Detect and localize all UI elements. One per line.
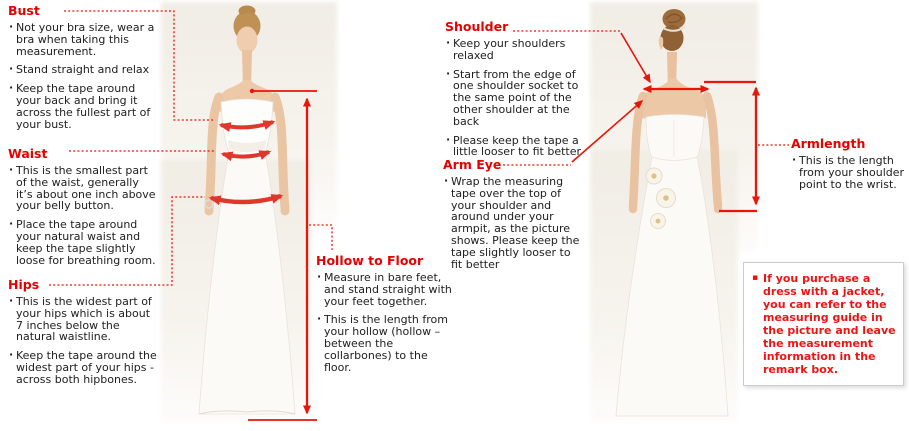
hollow-to-floor-bullet: · Measure in bare feet, and stand straight with your feet together. — [316, 272, 458, 307]
shoulder-bullet: · Keep your shoulders relaxed — [445, 38, 587, 62]
note-body: If you purchase a dress with a jacket, you can refer to the measuring guide in the picture and leave the measurement information in the remark box. — [763, 272, 896, 376]
arm-eye-instructions — [443, 176, 583, 270]
shoulder-bullet: · Please keep the tape a little looser to fit better — [445, 135, 587, 159]
hips-title: Hips — [8, 277, 40, 292]
face — [237, 27, 258, 54]
arm-eye-bullet: · Wrap the measuring tape over the top of your shoulder and around under your armpit, as the picture shows. Please keep the tape slightly looser to fit better — [443, 176, 583, 270]
hips-instructions — [8, 296, 160, 386]
armlength-title: Armlength — [791, 136, 866, 151]
section-hips — [8, 277, 160, 393]
shoulder-instructions — [445, 38, 587, 158]
shoulder-title: Shoulder — [445, 19, 509, 34]
section-armlength — [791, 136, 907, 197]
section-hollow-to-floor — [316, 253, 458, 380]
dress-bodice — [646, 115, 704, 162]
hollow-to-floor-title: Hollow to Floor — [316, 253, 424, 268]
waist-instructions — [8, 165, 158, 266]
section-shoulder — [445, 19, 587, 165]
note-text — [752, 272, 896, 376]
hollow-to-floor-instructions — [316, 272, 458, 373]
square-bullet-icon: ▪ — [752, 273, 759, 283]
jacket-remark-note — [743, 262, 904, 386]
bust-instructions — [8, 22, 158, 130]
hips-bullet: · Keep the tape around the widest part of your hips - across both hipbones. — [8, 350, 160, 385]
section-waist — [8, 146, 158, 273]
bust-bullet: · Keep the tape around your back and bring it across the fullest part of your bust. — [8, 83, 158, 130]
arm-eye-title: Arm Eye — [443, 157, 502, 172]
hips-bullet: · This is the widest part of your hips which is about 7 inches below the natural waistline. — [8, 296, 160, 343]
bust-bullet: · Stand straight and relax — [8, 64, 158, 76]
hollow-to-floor-bullet: · This is the length from your hollow (hollow – between the collarbones) to the floor. — [316, 314, 458, 373]
bust-bullet: · Not your bra size, wear a bra when taking this measurement. — [8, 22, 158, 57]
armlength-bullet: · This is the length from your shoulder point to the wrist. — [791, 155, 907, 190]
shoulder-bullet: · Start from the edge of one shoulder socket to the same point of the other shoulder at the back — [445, 69, 587, 128]
waist-bullet: · Place the tape around your natural waist and keep the tape slightly loose for breathing room. — [8, 219, 158, 266]
armlength-instructions — [791, 155, 907, 190]
section-arm-eye — [443, 157, 583, 277]
section-bust — [8, 3, 158, 137]
back-model-photo — [588, 0, 768, 431]
bust-title: Bust — [8, 3, 40, 18]
waist-title: Waist — [8, 146, 48, 161]
waist-bullet: · This is the smallest part of the waist, generally it’s about one inch above your belly button. — [8, 165, 158, 212]
